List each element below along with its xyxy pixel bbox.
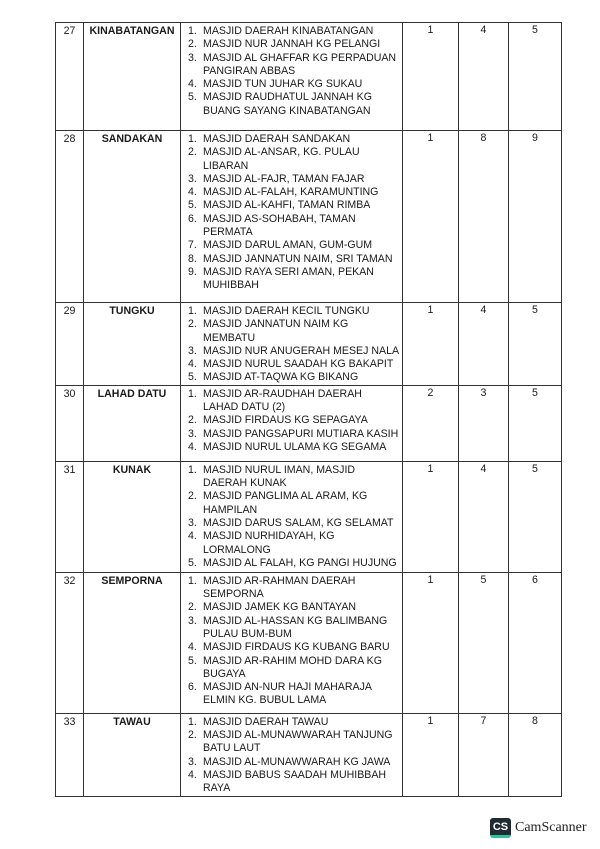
item-number: 2. (188, 38, 197, 51)
item-number: 2. (188, 601, 197, 614)
list-item (181, 253, 402, 266)
list-item (181, 769, 402, 796)
list-item (181, 388, 402, 415)
mosque-name: MASJID AL-FAJR, TAMAN FAJAR (203, 172, 365, 185)
count-a: 1 (403, 713, 459, 796)
count-total: 5 (509, 23, 562, 131)
mosque-name: MASJID DAERAH TAWAU (203, 715, 329, 728)
mosque-name: MASJID JANNATUN NAIM, SRI TAMAN (203, 252, 393, 265)
row-number: 28 (56, 131, 84, 303)
item-number: 4. (188, 78, 197, 91)
list-item (181, 25, 402, 38)
item-number: 7. (188, 239, 197, 252)
mosque-list-cell (181, 303, 403, 386)
district-name: LAHAD DATU (84, 385, 181, 461)
count-b: 4 (459, 461, 509, 572)
item-number: 6. (188, 681, 197, 694)
count-a: 1 (403, 461, 459, 572)
table-row (56, 131, 562, 303)
mosque-name: MASJID DAERAH SANDAKAN (203, 133, 351, 145)
item-number: 3. (188, 51, 197, 64)
item-number: 1. (188, 387, 197, 400)
item-number: 6. (188, 212, 197, 225)
mosque-name: MASJID FIRDAUS KG SEPAGAYA (203, 414, 368, 427)
row-number: 27 (56, 23, 84, 131)
count-b: 3 (459, 385, 509, 461)
district-name: TAWAU (84, 713, 181, 796)
item-number: 5. (188, 371, 197, 384)
item-number: 1. (188, 133, 197, 145)
item-number: 4. (188, 440, 197, 453)
list-item (181, 91, 402, 118)
count-total: 6 (509, 572, 562, 713)
item-number: 1. (188, 574, 197, 587)
mosque-list (181, 388, 402, 454)
mosque-name: MASJID NURUL ULAMA KG SEGAMA (203, 440, 387, 453)
mosque-name: MASJID BABUS SAADAH MUHIBBAH RAYA (203, 768, 387, 795)
item-number: 3. (188, 427, 197, 440)
mosque-list-cell (181, 385, 403, 461)
list-item (181, 681, 402, 708)
mosque-name: MASJID DAERAH KECIL TUNGKU (203, 305, 370, 317)
item-number: 4. (188, 186, 197, 199)
table-row (56, 385, 562, 461)
list-item (181, 530, 402, 557)
mosque-name: MASJID NUR ANUGERAH MESEJ NALA (203, 344, 400, 357)
item-number: 2. (188, 729, 197, 742)
mosque-name: MASJID FIRDAUS KG KUBANG BARU (203, 641, 390, 654)
count-b: 7 (459, 713, 509, 796)
mosque-list-cell (181, 461, 403, 572)
district-name: KINABATANGAN (84, 23, 181, 131)
item-number: 4. (188, 530, 197, 543)
mosque-name: MASJID PANGSAPURI MUTIARA KASIH (203, 427, 399, 440)
item-number: 2. (188, 490, 197, 503)
mosque-name: MASJID AR-RAHMAN DAERAH SEMPORNA (203, 574, 356, 601)
count-total: 8 (509, 713, 562, 796)
mosque-name: MASJID RAYA SERI AMAN, PEKAN MUHIBBAH (203, 265, 374, 292)
mosque-list (181, 305, 402, 385)
item-number: 4. (188, 641, 197, 654)
district-name: SANDAKAN (84, 131, 181, 303)
mosque-list (181, 133, 402, 293)
camscanner-text: CamScanner (515, 820, 587, 835)
list-item (181, 371, 402, 384)
count-b: 4 (459, 23, 509, 131)
camscanner-watermark (490, 818, 587, 838)
count-a: 1 (403, 572, 459, 713)
count-b: 4 (459, 303, 509, 386)
list-item (181, 655, 402, 682)
camscanner-logo-icon: CS (490, 818, 511, 838)
list-item (181, 441, 402, 454)
mosque-list-cell (181, 23, 403, 131)
item-number: 3. (188, 344, 197, 357)
mosque-name: MASJID AL-MUNAWWARAH TANJUNG BATU LAUT (203, 729, 393, 755)
row-number: 29 (56, 303, 84, 386)
list-item (181, 173, 402, 186)
item-number: 1. (188, 463, 197, 476)
mosque-name: MASJID AS-SOHABAH, TAMAN PERMATA (203, 212, 356, 239)
item-number: 2. (188, 414, 197, 427)
list-item (181, 575, 402, 602)
list-item (181, 78, 402, 91)
mosque-name: MASJID DARUS SALAM, KG SELAMAT (203, 516, 394, 529)
item-number: 1. (188, 305, 197, 317)
item-number: 2. (188, 146, 197, 159)
mosque-name: MASJID AL GHAFFAR KG PERPADUAN PANGIRAN ABBAS (203, 51, 397, 77)
list-item (181, 490, 402, 517)
count-a: 1 (403, 303, 459, 386)
item-number: 5. (188, 91, 197, 104)
table-row (56, 23, 562, 131)
table-row (56, 461, 562, 572)
item-number: 3. (188, 172, 197, 185)
district-name: KUNAK (84, 461, 181, 572)
mosque-name: MASJID PANGLIMA AL ARAM, KG HAMPILAN (203, 490, 368, 516)
count-total: 5 (509, 385, 562, 461)
mosque-name: MASJID NURHIDAYAH, KG LORMALONG (203, 530, 335, 556)
item-number: 5. (188, 199, 197, 212)
mosque-name: MASJID RAUDHATUL JANNAH KG BUANG SAYANG KINABATANGAN (203, 91, 372, 117)
item-number: 3. (188, 614, 197, 627)
list-item (181, 239, 402, 252)
list-item (181, 318, 402, 345)
item-number: 3. (188, 516, 197, 529)
count-b: 5 (459, 572, 509, 713)
list-item (181, 517, 402, 530)
list-item (181, 133, 402, 146)
mosque-list-cell (181, 713, 403, 796)
list-item (181, 641, 402, 654)
mosque-name: MASJID AR-RAUDHAH DAERAH LAHAD DATU (2) (203, 387, 362, 414)
item-number: 5. (188, 556, 197, 569)
mosque-list (181, 575, 402, 708)
count-total: 5 (509, 461, 562, 572)
list-item (181, 414, 402, 427)
row-number: 30 (56, 385, 84, 461)
list-item (181, 557, 402, 570)
mosque-name: MASJID NUR JANNAH KG PELANGI (203, 38, 381, 51)
item-number: 1. (188, 25, 197, 37)
mosque-name: MASJID AN-NUR HAJI MAHARAJA ELMIN KG. BUBUL LAMA (203, 681, 372, 707)
list-item (181, 464, 402, 491)
count-total: 5 (509, 303, 562, 386)
item-number: 2. (188, 318, 197, 331)
count-total: 9 (509, 131, 562, 303)
table-row (56, 572, 562, 713)
list-item (181, 345, 402, 358)
list-item (181, 199, 402, 212)
mosque-list (181, 716, 402, 796)
row-number: 31 (56, 461, 84, 572)
list-item (181, 213, 402, 240)
mosque-list (181, 464, 402, 570)
list-item (181, 729, 402, 756)
mosque-name: MASJID AL FALAH, KG PANGI HUJUNG (203, 556, 397, 569)
row-number: 32 (56, 572, 84, 713)
item-number: 3. (188, 755, 197, 768)
mosque-name: MASJID NURUL SAADAH KG BAKAPIT (203, 358, 394, 371)
list-item (181, 52, 402, 79)
mosque-name: MASJID DARUL AMAN, GUM-GUM (203, 239, 373, 252)
list-item (181, 305, 402, 318)
list-item (181, 358, 402, 371)
count-a: 2 (403, 385, 459, 461)
mosque-name: MASJID DAERAH KINABATANGAN (203, 25, 374, 37)
item-number: 5. (188, 654, 197, 667)
mosque-name: MASJID AL-FALAH, KARAMUNTING (203, 186, 379, 199)
list-item (181, 615, 402, 642)
mosque-name: MASJID JANNATUN NAIM KG MEMBATU (203, 318, 349, 344)
mosque-name: MASJID AL-KAHFI, TAMAN RIMBA (203, 199, 371, 212)
table-row (56, 713, 562, 796)
mosque-name: MASJID TUN JUHAR KG SUKAU (203, 78, 363, 91)
table-row (56, 303, 562, 386)
mosque-name: MASJID AT-TAQWA KG BIKANG (203, 371, 359, 384)
count-a: 1 (403, 23, 459, 131)
item-number: 9. (188, 265, 197, 278)
district-name: SEMPORNA (84, 572, 181, 713)
list-item (181, 716, 402, 729)
item-number: 1. (188, 715, 197, 728)
list-item (181, 428, 402, 441)
list-item (181, 186, 402, 199)
item-number: 4. (188, 768, 197, 781)
mosque-list-cell (181, 131, 403, 303)
item-number: 4. (188, 358, 197, 371)
district-name: TUNGKU (84, 303, 181, 386)
mosque-name: MASJID AL-MUNAWWARAH KG JAWA (203, 755, 391, 768)
list-item (181, 601, 402, 614)
list-item (181, 146, 402, 173)
mosque-name: MASJID AL-HASSAN KG BALIMBANG PULAU BUM-BUM (203, 614, 388, 640)
list-item (181, 38, 402, 51)
count-b: 8 (459, 131, 509, 303)
mosque-name: MASJID NURUL IMAN, MASJID DAERAH KUNAK (203, 463, 356, 490)
mosque-name: MASJID AR-RAHIM MOHD DARA KG BUGAYA (203, 654, 382, 680)
mosque-name: MASJID AL-ANSAR, KG. PULAU LIBARAN (203, 146, 360, 172)
count-a: 1 (403, 131, 459, 303)
mosque-table (55, 22, 562, 797)
mosque-list-cell (181, 572, 403, 713)
row-number: 33 (56, 713, 84, 796)
list-item (181, 756, 402, 769)
item-number: 8. (188, 252, 197, 265)
mosque-name: MASJID JAMEK KG BANTAYAN (203, 601, 357, 614)
list-item (181, 266, 402, 293)
mosque-list (181, 25, 402, 118)
